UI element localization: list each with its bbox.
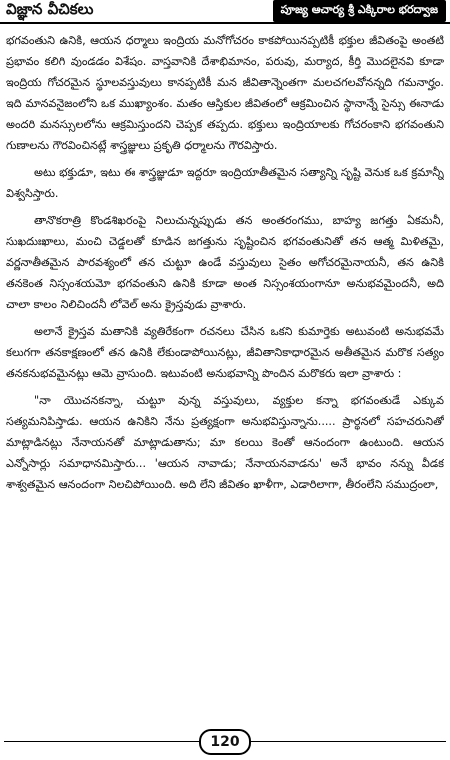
paragraph-2: అటు భక్తుడూ, ఇటు ఈ శాస్త్రజ్ఞుడూ ఇద్దరూ ఇంద్రియాతీతమైన సత్యాన్ని సృష్టి వెనుక ఒక క్రమాన్నీ విశ్వసిస్తారు. <box>6 166 444 200</box>
page-body <box>6 30 444 720</box>
quote-paragraph: "నా యొచనకన్నా, చుట్టూ వున్న వస్తువులు, వ్యక్తుల కన్నా భగవంతుడే ఎక్కువ సత్యమనిపిస్తాడు. ఆయన ఉనికిని నేను ప్రత్యక్షంగా అనుభవిస్తున్నాను..... ప్రార్థనలో సహచరునితో మాట్లాడినట్లు నేనాయనతో మాట్లాడుతాను; మా కలయి కెంతో ఆనందంగా ఉంటుంది. ఆయన ఎన్నోసార్లు సమాధానమిస్తారు... 'ఆయన నావాడు; నేనాయనవాడను' అనే భావం నన్ను వీడక శాశ్వతమైన ఆనందంగా నిలచిపోయింది. అది లేని జీవితం ఖాళీగా, ఎడారిలాగా, తీరంలేని సముద్రంలా, <box>6 394 444 491</box>
page-number: 120 <box>199 729 251 755</box>
paragraph-1: భగవంతుని ఉనికి, ఆయన ధర్మాలు ఇంద్రియ మనోగోచరం కాకపోయినప్పటికీ భక్తుల జీవితంపై అంతటి ప్రభావం కలిగి వుండడం విశేషం. వాస్తవానికి దేశాభిమానం, పరువు, మర్యాద, కీర్తి మొదలైనవి కూడా ఇంద్రియ గోచరమైన స్థూలవస్తువులు కానప్పటికీ మన జీవితాన్నెంతగా మలచగలవోనన్నది గమనార్హం. ఇది మానవనైజంలోని ఒక ముఖ్యాంశం. మతం ఆస్తికుల జీవితంలో ఆక్రమించిన స్థానాన్నే సైన్సు ఈనాడు అందరి మనస్సులలోను ఆక్రమిస్తుందని చెప్పక తప్పదు. భక్తులు ఇంద్రియాలకు గోచరంకాని భగవంతుని గుణాలను గౌరవించినట్లే శాస్త్రజ్ఞులు ప్రకృతి ధర్మాలను గౌరవిస్తారు. <box>6 34 444 152</box>
paragraph-3: తానొకరాత్రి కొండశిఖరంపై నిలుచున్నప్పుడు తన అంతరంగము, బాహ్య జగత్తు ఏకమనీ, సుఖదుఃఖాలు, మంచి చెడ్డలతో కూడిన జగత్తును సృష్టించిన భగవంతునితో తన ఆత్మ మిళితమై, వర్ణనాతీతమైన పారవశ్యంలో తన చుట్టూ ఉండే వస్తువులు సైతం అగోచరమైనాయనీ, తన ఉనికి తనకెంత నిస్సంశయమో భగవంతుని ఉనికి కూడా అంత నిస్సంశయంగానూ అనుభవమైందనీ, అది చాలా కాలం నిలిచిందనీ లోవెల్ అను క్రైస్తవుడు వ్రాశారు. <box>6 214 444 311</box>
book-title: విజ్ఞాన వీచికలు <box>6 0 94 18</box>
author-name: పూజ్య ఆచార్య శ్రీ ఎక్కిరాల భరద్వాజ <box>273 0 446 22</box>
paragraph-4: అలానే క్రైస్తవ మతానికి వ్యతిరేకంగా రచనలు చేసిన ఒకని కుమార్తెకు అటువంటి అనుభవమే కలుగగా తనకాక్షణంలో తన ఉనికి లేకుండాపోయినట్లు, జీవితానికాధారమైన అతీతమైన మరొక సత్యం తనకనుభవమైనట్లు ఆమె వ్రాసుంది. ఇటువంటి అనుభవాన్ని పొందిన మరొకరు ఇలా వ్రాశారు : <box>6 325 444 380</box>
running-header <box>0 0 450 24</box>
page-footer <box>0 724 450 760</box>
